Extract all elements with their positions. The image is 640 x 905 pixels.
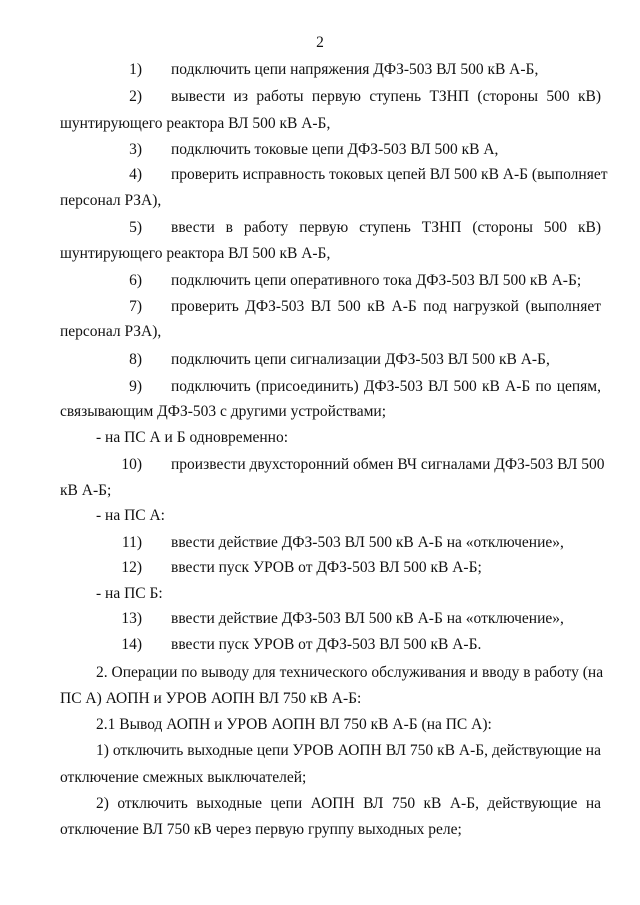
item-number: 13) (121, 610, 142, 627)
item-text: подключить токовые цепи ДФЗ-503 ВЛ 500 кВ А, (171, 141, 499, 158)
item-text-continued: шунтирующего реактора ВЛ 500 кВ А-Б, (60, 245, 331, 262)
item-text: ввести пуск УРОВ от ДФЗ-503 ВЛ 500 кВ А-Б. (171, 636, 482, 653)
step-text: 1) отключить выходные цепи УРОВ АОПН ВЛ 750 кВ А-Б, действующие на (96, 742, 601, 759)
item-text: ввести пуск УРОВ от ДФЗ-503 ВЛ 500 кВ А-Б; (171, 559, 482, 576)
item-number: 3) (129, 141, 142, 158)
item-number: 5) (129, 219, 142, 236)
item-number: 11) (121, 534, 142, 551)
item-number: 1) (129, 61, 142, 78)
item-number: 2) (129, 88, 142, 105)
item-text: ввести в работу первую ступень ТЗНП (стороны 500 кВ) (171, 219, 601, 236)
item-text-continued: кВ А-Б; (60, 482, 112, 499)
item-text: подключить цепи оперативного тока ДФЗ-503 ВЛ 500 кВ А-Б; (171, 272, 582, 289)
item-number: 6) (129, 272, 142, 289)
item-text-continued: персонал РЗА), (60, 323, 162, 340)
subsection-2-1-title: 2.1 Вывод АОПН и УРОВ АОПН ВЛ 750 кВ А-Б (на ПС А): (96, 716, 492, 733)
item-number: 4) (129, 166, 142, 183)
item-number: 9) (129, 378, 142, 395)
section-heading-ps-ab: - на ПС А и Б одновременно: (96, 429, 289, 446)
section-heading-ps-b: - на ПС Б: (96, 585, 163, 602)
section-2-heading: 2. Операции по выводу для технического обслуживания и вводу в работу (на (96, 664, 604, 681)
item-text: ввести действие ДФЗ-503 ВЛ 500 кВ А-Б на «отключение», (171, 610, 564, 627)
item-text: проверить исправность токовых цепей ВЛ 500 кВ А-Б (выполняет (171, 166, 608, 183)
item-text: подключить (присоединить) ДФЗ-503 ВЛ 500 кВ А-Б по цепям, (171, 378, 601, 395)
step-text-continued: отключение ВЛ 750 кВ через первую группу выходных реле; (60, 821, 462, 838)
item-text: ввести действие ДФЗ-503 ВЛ 500 кВ А-Б на «отключение», (171, 534, 564, 551)
item-text: подключить цепи напряжения ДФЗ-503 ВЛ 500 кВ А-Б, (171, 61, 539, 78)
item-text: подключить цепи сигнализации ДФЗ-503 ВЛ 500 кВ А-Б, (171, 351, 550, 368)
item-text: проверить ДФЗ-503 ВЛ 500 кВ А-Б под нагрузкой (выполняет (171, 298, 601, 315)
item-number: 12) (121, 559, 142, 576)
step-text: 2) отключить выходные цепи АОПН ВЛ 750 кВ А-Б, действующие на (96, 795, 601, 812)
page-number: 2 (316, 34, 324, 51)
item-text-continued: связывающим ДФЗ-503 с другими устройствами; (60, 403, 387, 420)
step-text-continued: отключение смежных выключателей; (60, 769, 307, 786)
item-number: 8) (129, 351, 142, 368)
item-text: произвести двухсторонний обмен ВЧ сигналами ДФЗ-503 ВЛ 500 (171, 456, 605, 473)
item-number: 14) (121, 636, 142, 653)
item-number: 7) (129, 298, 142, 315)
section-heading-ps-a: - на ПС А: (96, 507, 165, 524)
item-text: вывести из работы первую ступень ТЗНП (стороны 500 кВ) (171, 88, 601, 105)
item-number: 10) (121, 456, 142, 473)
item-text-continued: персонал РЗА), (60, 192, 162, 209)
section-2-heading-continued: ПС А) АОПН и УРОВ АОПН ВЛ 750 кВ А-Б: (60, 690, 362, 707)
item-text-continued: шунтирующего реактора ВЛ 500 кВ А-Б, (60, 115, 331, 132)
